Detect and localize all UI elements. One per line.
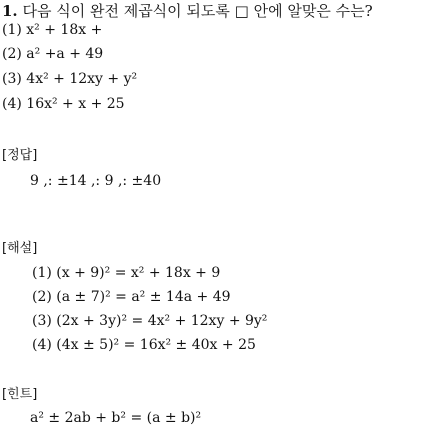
question-line xyxy=(2,0,373,21)
answer-heading: [정답] xyxy=(2,148,38,163)
hint-text: a² ± 2ab + b² = (a ± b)² xyxy=(30,410,202,426)
hint-heading: [힌트] xyxy=(2,387,38,402)
explanation-line-2: (2) (a ± 7)² = a² ± 14a + 49 xyxy=(32,289,231,305)
explanation-line-1: (1) (x + 9)² = x² + 18x + 9 xyxy=(32,265,221,281)
option-2: (2) a² +a + 49 xyxy=(2,46,104,62)
explanation-line-3: (3) (2x + 3y)² = 4x² + 12xy + 9y² xyxy=(32,313,268,329)
question-text: 다음 식이 완전 제곱식이 되도록 □ 안에 알맞은 수는? xyxy=(22,2,373,20)
question-number: 1. xyxy=(2,2,18,20)
option-1: (1) x² + 18x + xyxy=(2,22,103,38)
answer-text: 9 ,: ±14 ,: 9 ,: ±40 xyxy=(30,173,162,189)
explanation-heading: [해설] xyxy=(2,241,38,256)
option-3: (3) 4x² + 12xy + y² xyxy=(2,71,138,87)
explanation-line-4: (4) (4x ± 5)² = 16x² ± 40x + 25 xyxy=(32,337,256,353)
option-4: (4) 16x² + x + 25 xyxy=(2,96,125,112)
